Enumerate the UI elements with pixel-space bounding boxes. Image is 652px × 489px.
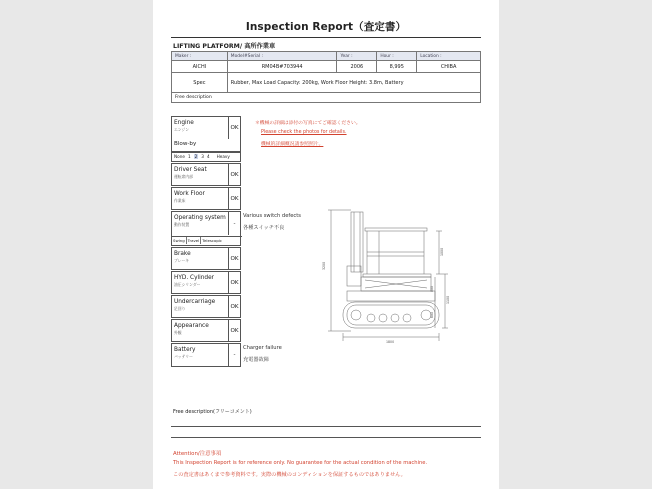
comment-line-2 xyxy=(171,437,481,438)
photo-note-link[interactable]: Please check the photos for details. xyxy=(261,130,347,135)
free-description-footer: Free description(フリーコメント) xyxy=(173,409,252,415)
maker-header: Maker : xyxy=(172,52,228,61)
check-hyd-cylinder xyxy=(171,271,241,294)
check-driver-seat xyxy=(171,163,241,186)
chassis xyxy=(347,291,435,301)
dim-length: 1800 xyxy=(386,340,395,344)
dim-rail: 1000 xyxy=(440,247,444,256)
work-floor-result: OK xyxy=(230,195,239,202)
engine-label-jp: エンジン xyxy=(174,127,189,132)
driver-seat-label: Driver Seat xyxy=(174,167,207,173)
check-blowby xyxy=(171,140,241,152)
option-swing: Swing xyxy=(173,238,185,243)
operating-options xyxy=(172,236,242,244)
check-operating-system xyxy=(171,211,241,246)
attention-text-jp: この査定書はあくまで参考資料です。実際の機械のコンディションを保証するものではありません。 xyxy=(173,472,406,478)
undercarriage-label: Undercarriage xyxy=(174,299,216,305)
switch-note-jp: 各種スイッチ不良 xyxy=(243,225,285,231)
year-header: Year : xyxy=(337,52,377,61)
dim-mid: 800 xyxy=(430,285,434,292)
appearance-label: Appearance xyxy=(174,323,209,329)
scale-3: 3 xyxy=(201,154,204,159)
scale-2-selected: 2 xyxy=(194,154,198,159)
work-floor-outline xyxy=(363,274,431,277)
attention-title: Attention/注意事項 xyxy=(173,451,222,457)
brake-label: Brake xyxy=(174,251,191,257)
location-header: Location : xyxy=(417,52,481,61)
driver-seat-label-jp: 運転席内部 xyxy=(174,174,193,179)
appearance-result: OK xyxy=(230,327,239,334)
operating-result: - xyxy=(233,220,236,227)
option-travel: Travel xyxy=(187,238,200,243)
maker-value: AICHI xyxy=(172,61,228,73)
photo-note-cn: 機械的詳細概況請参照照片。 xyxy=(261,142,324,147)
model-value: RM04B#703944 xyxy=(227,61,337,73)
operating-label: Operating system xyxy=(174,215,226,221)
model-header: Model#Serial : xyxy=(227,52,337,61)
scale-4: 4 xyxy=(206,154,210,159)
railing-top xyxy=(365,228,427,231)
check-appearance xyxy=(171,319,241,342)
location-value: CHIBA xyxy=(417,61,481,73)
battery-label-jp: バッテリー xyxy=(174,354,193,359)
brake-label-jp: ブレーキ xyxy=(174,258,190,263)
hour-header: Hour : xyxy=(377,52,417,61)
machine-info-table xyxy=(171,51,481,103)
machine-category: LIFTING PLATFORM/ 高所作業車 xyxy=(173,43,276,50)
charger-note xyxy=(243,344,282,364)
hyd-label-jp: 油圧シリンダー xyxy=(174,282,201,287)
dim-bottom: 600 xyxy=(430,311,434,318)
undercarriage-label-jp: 足回り xyxy=(174,306,186,311)
charger-note-jp: 充電器故障 xyxy=(243,357,269,363)
charger-note-en: Charger failure xyxy=(243,345,282,351)
scale-none: None xyxy=(174,154,185,159)
engine-result: OK xyxy=(230,125,239,131)
comment-line-1 xyxy=(171,426,481,427)
report-page xyxy=(153,0,499,489)
machine-drawing xyxy=(321,208,455,346)
check-undercarriage xyxy=(171,295,241,318)
report-title: Inspection Report（査定書） xyxy=(245,21,407,33)
check-brake xyxy=(171,247,241,270)
option-telescopic: Telescopic xyxy=(202,238,223,243)
blowby-label: Blow-by xyxy=(174,141,197,147)
crawler-track xyxy=(343,302,439,328)
check-battery xyxy=(171,343,241,367)
operating-label-jp: 動作装置 xyxy=(174,222,190,227)
undercarriage-result: OK xyxy=(230,303,239,310)
photo-note-jp: ＊機械の詳細は添付の写真にてご確認ください。 xyxy=(255,121,361,126)
free-description-label: Free description xyxy=(172,93,481,103)
hour-value: 8,995 xyxy=(377,61,417,73)
brake-result: OK xyxy=(230,255,239,262)
attention-text-en: This Inspection Report is for reference only. No guarantee for the actual condition of the machine. xyxy=(173,460,428,466)
spec-label: Spec xyxy=(172,73,228,93)
year-value: 2006 xyxy=(337,61,377,73)
scale-heavy: Heavy xyxy=(216,154,230,159)
blowby-scale xyxy=(171,152,241,162)
driver-seat-result: OK xyxy=(230,171,239,178)
title-divider xyxy=(171,37,481,38)
battery-label: Battery xyxy=(174,347,196,353)
dim-upper: 1100 xyxy=(446,295,450,304)
engine-label: Engine xyxy=(174,120,194,126)
battery-result: - xyxy=(233,352,236,358)
spec-value: Rubber, Max Load Capacity: 200kg, Work Floor Height: 3.8m, Battery xyxy=(227,73,480,93)
scale-1: 1 xyxy=(187,154,191,159)
hyd-result: OK xyxy=(230,279,239,286)
switch-note-en: Various switch defects xyxy=(243,213,302,219)
check-work-floor xyxy=(171,187,241,210)
mast xyxy=(351,212,363,272)
dim-total-height: 3200 xyxy=(322,261,326,270)
switch-note xyxy=(243,212,301,232)
appearance-label-jp: 外観 xyxy=(174,330,182,335)
hyd-label: HYD. Cylinder xyxy=(174,275,215,281)
work-floor-label-jp: 作業床 xyxy=(174,198,186,203)
work-floor-label: Work Floor xyxy=(174,191,205,197)
